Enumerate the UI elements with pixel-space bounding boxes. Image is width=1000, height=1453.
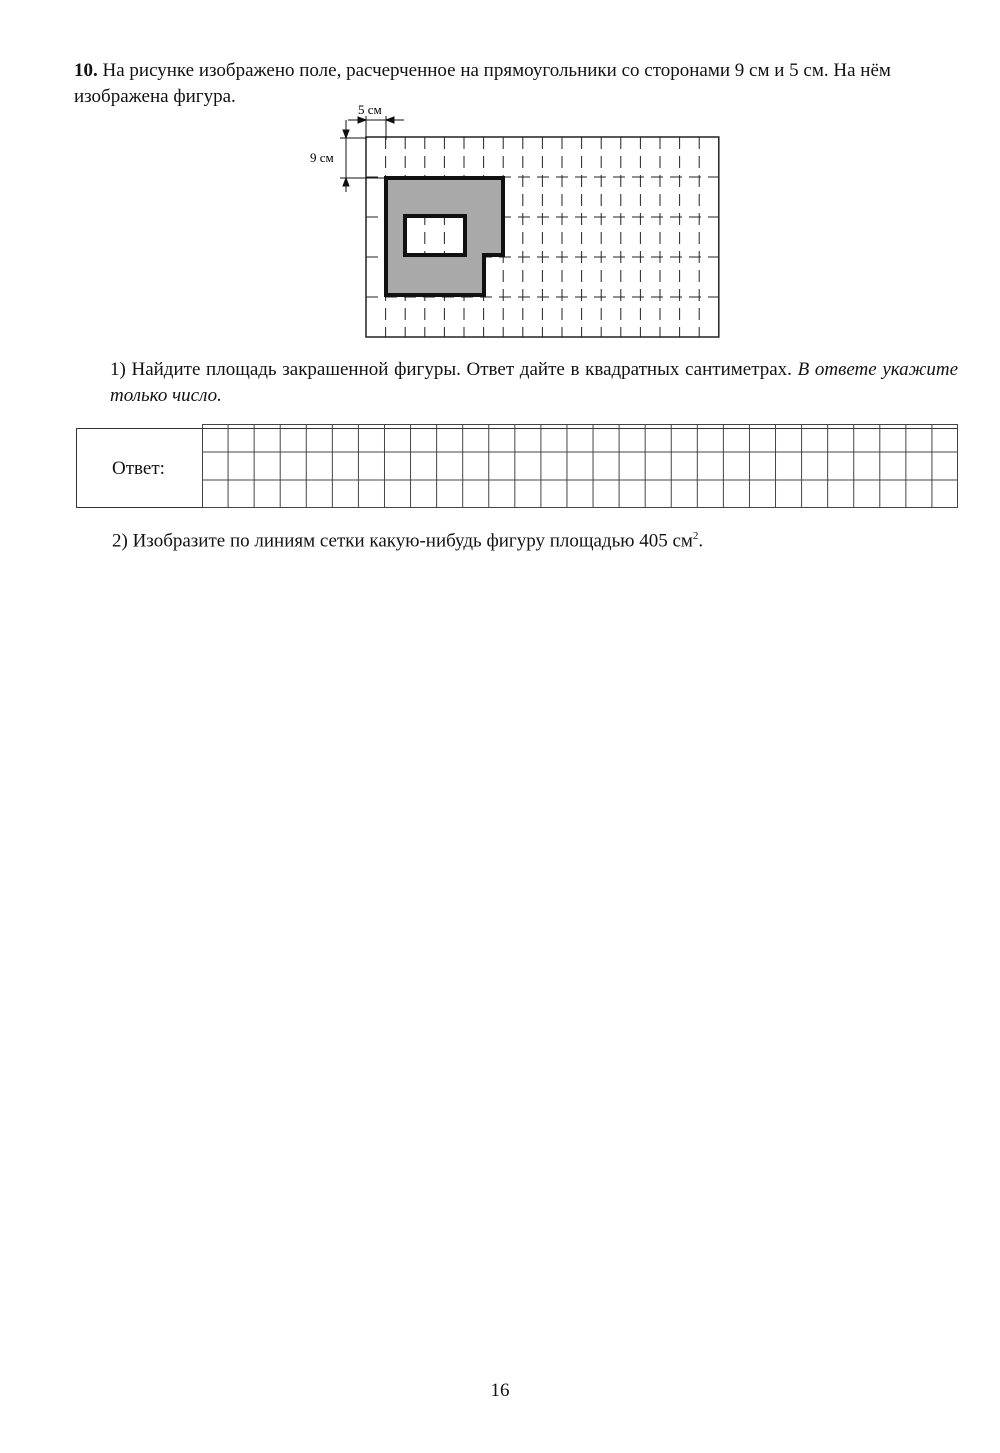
question-1-text: 1) Найдите площадь закрашенной фигуры. Ответ дайте в квадратных сантиметрах. [110,359,792,380]
answer-cells[interactable] [202,424,958,508]
task-text: На рисунке изображено поле, расчерченное на прямоугольники со сторонами 9 см и 5 см. На нём изображена фигура. [74,60,891,107]
width-label: 5 см [358,102,382,117]
height-label: 9 см [310,150,334,165]
question-2-text: 2) Изобразите по линиям сетки какую-нибудь фигуру площадью 405 см [112,530,693,552]
question-2 [112,530,703,552]
answer-label: Ответ: [112,458,165,479]
grid-figure [300,100,740,345]
question-1 [110,357,958,409]
question-2-end: . [698,530,704,552]
task-number: 10. [74,60,98,81]
question-1-instruction: В ответе укажите только число. [110,359,959,406]
answer-cell-lines [202,424,958,508]
page-number: 16 [490,1380,510,1401]
grid-lines [366,137,719,337]
dimension-height [340,120,386,192]
square-superscript: 2 [692,530,699,542]
